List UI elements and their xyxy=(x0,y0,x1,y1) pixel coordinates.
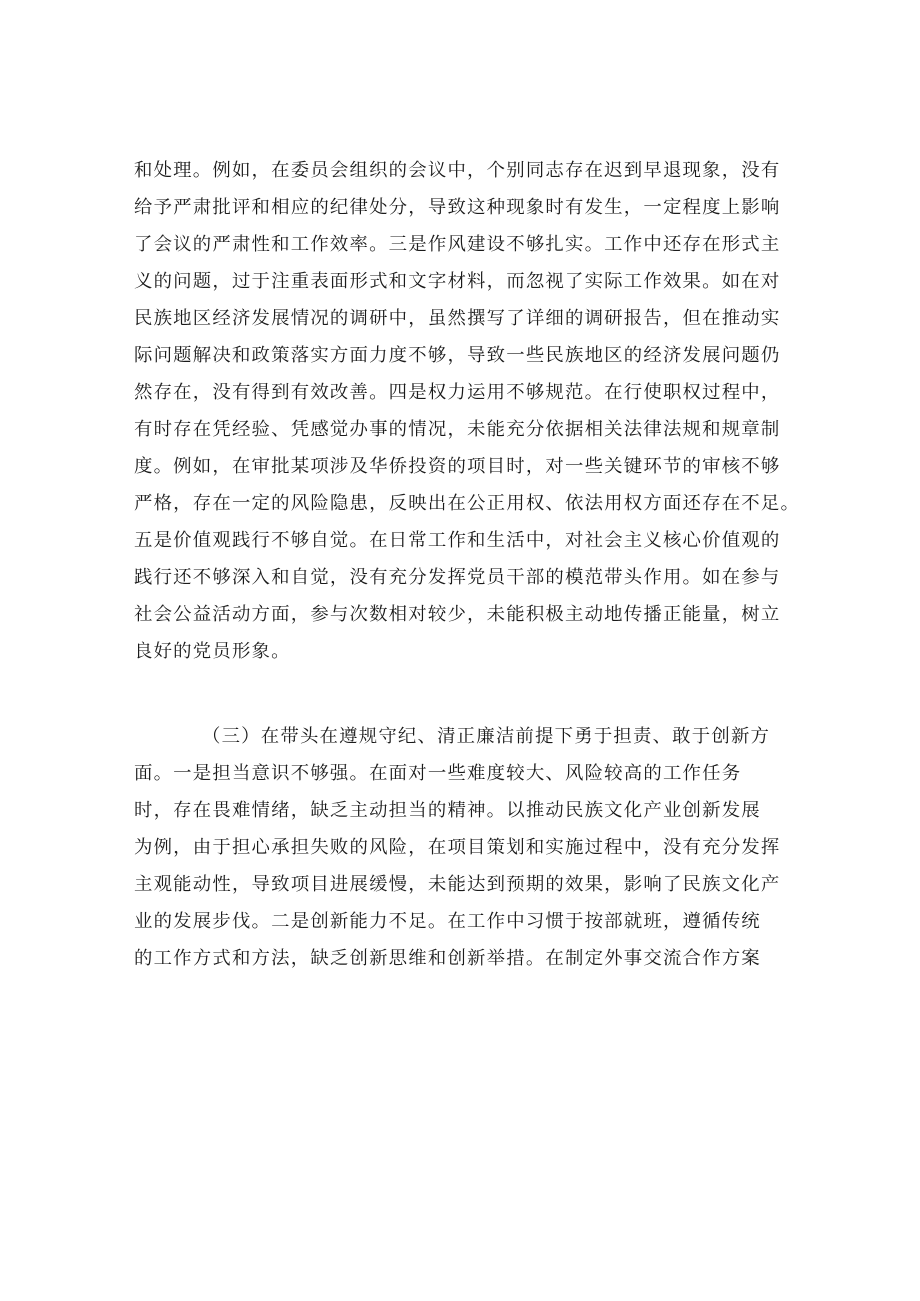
text-line: 严格，存在一定的风险隐患，反映出在公正用权、依法用权方面还存在不足。 xyxy=(134,493,801,514)
text-line: 时，存在畏难情绪，缺乏主动担当的精神。以推动民族文化产业创新发展 xyxy=(134,800,761,821)
text-line: （三）在带头在遵规守纪、清正廉洁前提下勇于担责、敢于创新方 xyxy=(202,726,771,747)
text-line: 五是价值观践行不够自觉。在日常工作和生活中，对社会主义核心价值观的 xyxy=(134,530,781,551)
text-line: 良好的党员形象。 xyxy=(134,641,291,662)
text-line: 社会公益活动方面，参与次数相对较少，未能积极主动地传播正能量，树立 xyxy=(134,604,781,625)
text-line: 的工作方式和方法，缺乏创新思维和创新举措。在制定外事交流合作方案 xyxy=(134,948,761,969)
text-line: 民族地区经济发展情况的调研中，虽然撰写了详细的调研报告，但在推动实 xyxy=(134,308,781,329)
text-line: 然存在，没有得到有效改善。四是权力运用不够规范。在行使职权过程中， xyxy=(134,382,781,403)
text-line: 和处理。例如，在委员会组织的会议中，个别同志存在迟到早退现象，没有 xyxy=(134,160,781,181)
text-line: 业的发展步伐。二是创新能力不足。在工作中习惯于按部就班，遵循传统 xyxy=(134,911,761,932)
text-line: 践行还不够深入和自觉，没有充分发挥党员干部的模范带头作用。如在参与 xyxy=(134,567,781,588)
text-line: 主观能动性，导致项目进展缓慢，未能达到预期的效果，影响了民族文化产 xyxy=(134,874,781,895)
text-line: 了会议的严肃性和工作效率。三是作风建设不够扎实。工作中还存在形式主 xyxy=(134,234,781,255)
text-line: 有时存在凭经验、凭感觉办事的情况，未能充分依据相关法律法规和规章制 xyxy=(134,419,781,440)
text-line: 为例，由于担心承担失败的风险，在项目策划和实施过程中，没有充分发挥 xyxy=(134,837,781,858)
text-line: 际问题解决和政策落实方面力度不够，导致一些民族地区的经济发展问题仍 xyxy=(134,345,781,366)
text-line: 面。一是担当意识不够强。在面对一些难度较大、风险较高的工作任务 xyxy=(134,763,742,784)
text-line: 义的问题，过于注重表面形式和文字材料，而忽视了实际工作效果。如在对 xyxy=(134,271,781,292)
text-line: 给予严肃批评和相应的纪律处分，导致这种现象时有发生，一定程度上影响 xyxy=(134,197,781,218)
text-line: 度。例如，在审批某项涉及华侨投资的项目时，对一些关键环节的审核不够 xyxy=(134,456,781,477)
